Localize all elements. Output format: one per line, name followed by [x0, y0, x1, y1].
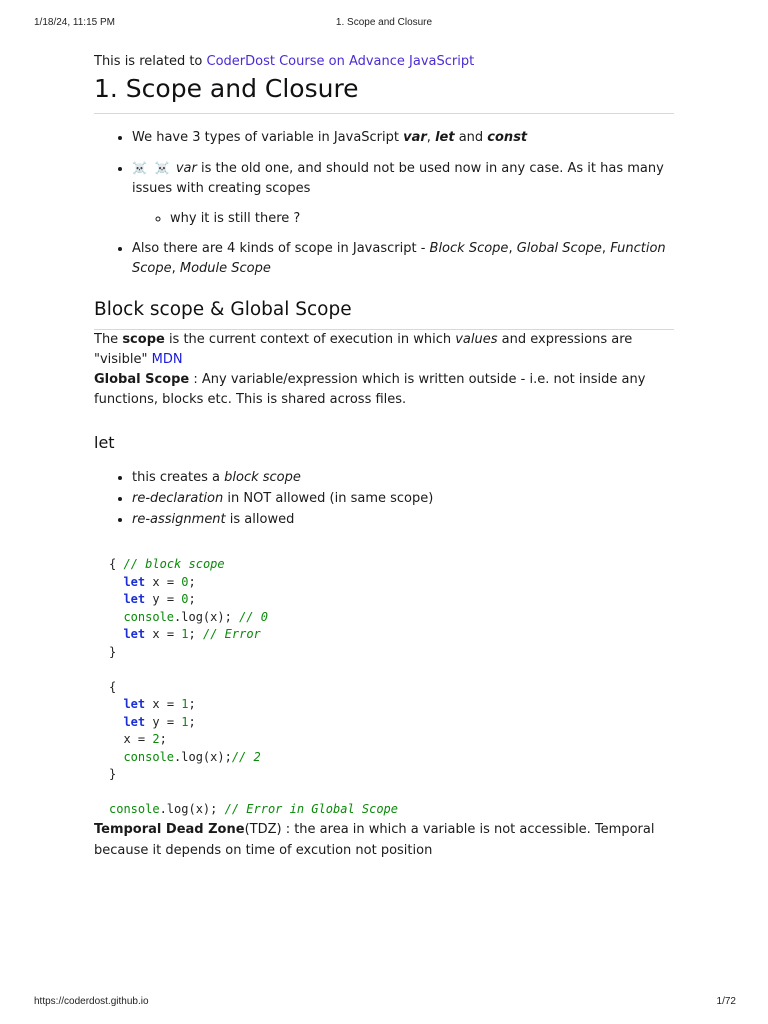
course-link[interactable]: CoderDost Course on Advance JavaScript: [206, 54, 475, 69]
tdz-paragraph: Temporal Dead Zone(TDZ) : the area in which a variable is not accessible. Temporal because it depends on time of excution not position: [94, 821, 655, 858]
list-item: ◦ why it is still there ?: [170, 209, 674, 229]
print-date: 1/18/24, 11:15 PM: [34, 17, 115, 28]
document-body: [94, 52, 674, 861]
sub-list: [132, 209, 674, 229]
let-list: [94, 468, 674, 530]
related-note: [94, 52, 674, 72]
list-item: • Also there are 4 kinds of scope in Javascript - Block Scope, Global Scope, Function Scope, Module Scope: [132, 239, 674, 279]
print-footer: [0, 996, 768, 1010]
list-item: • ☠️ ☠️ var is the old one, and should not be used now in any case. As it has many issues with creating scopes ◦ why it is still there ?: [132, 158, 674, 229]
print-header: [0, 17, 768, 31]
code-block: { // block scope let x = 0; let y = 0; console.log(x); // 0 let x = 1; // Error } { let x = 1; let y = 1; x = 2; console.log(x);// 2 } console.log(x); // Error in Global Scope: [109, 557, 398, 816]
skull-icon: ☠️ ☠️: [132, 161, 172, 175]
page-number: 1/72: [716, 996, 736, 1007]
print-url: https://coderdost.github.io: [34, 996, 149, 1007]
list-item: • We have 3 types of variable in JavaScript var, let and const: [132, 128, 674, 148]
subsection-heading: let: [94, 433, 115, 452]
print-title: 1. Scope and Closure: [335, 17, 433, 28]
list-item: • re-assignment is allowed: [132, 510, 674, 530]
related-prefix: This is related to: [94, 54, 207, 69]
mdn-link[interactable]: MDN: [151, 352, 183, 367]
list-item: • re-declaration in NOT allowed (in same scope): [132, 489, 674, 509]
global-scope-paragraph: Global Scope : Any variable/expression which is written outside - i.e. not inside any functions, blocks etc. This is shared across files.: [94, 372, 646, 407]
section-heading: Block scope & Global Scope: [94, 297, 674, 330]
intro-list: [94, 128, 674, 279]
list-item: • this creates a block scope: [132, 468, 674, 488]
scope-paragraph: The scope is the current context of execution in which values and expressions are "visible" MDN: [94, 332, 633, 367]
page-title: 1. Scope and Closure: [94, 72, 674, 114]
